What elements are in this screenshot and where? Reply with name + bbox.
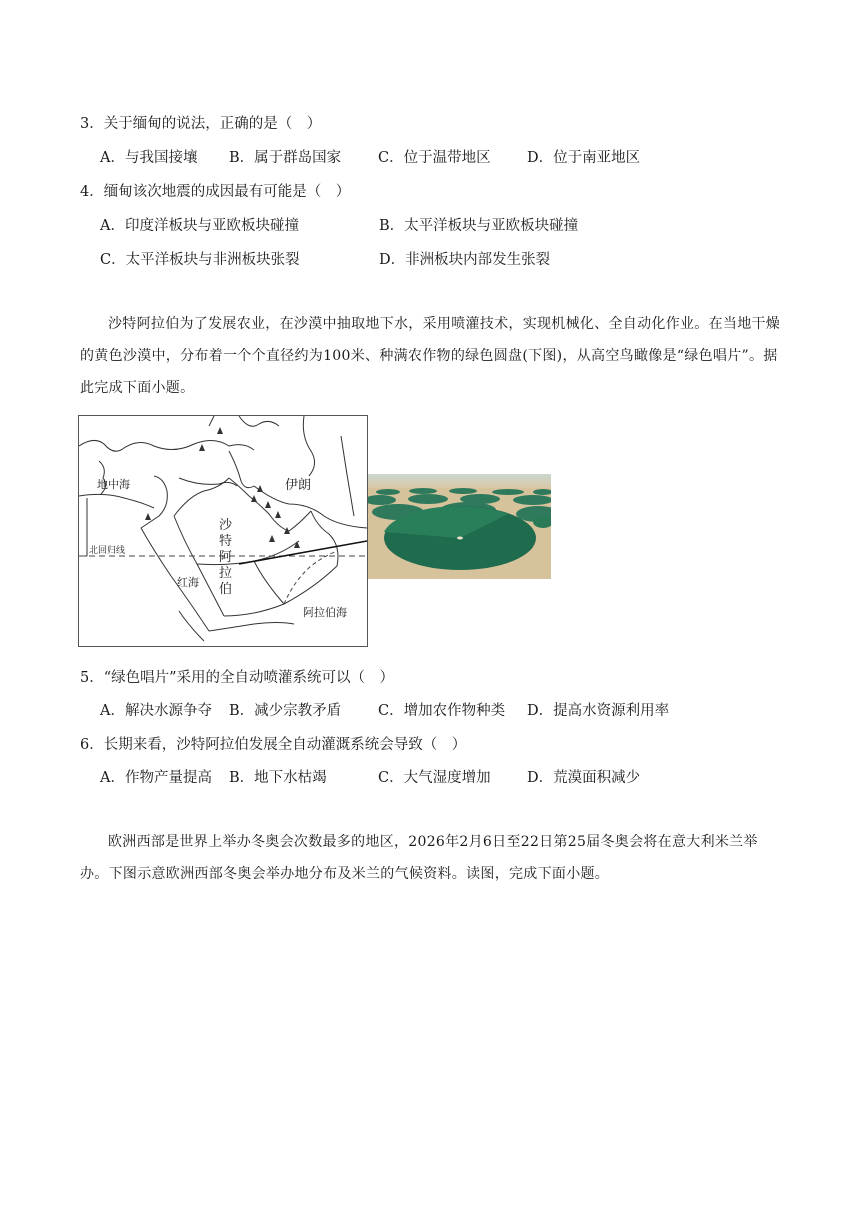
question-4-stem: 4．缅甸该次地震的成因最有可能是（ ）: [80, 184, 351, 200]
label-saudi-char: 伯: [219, 582, 233, 597]
question-5-option-c[interactable]: C．增加农作物种类: [378, 703, 506, 719]
question-5-stem: 5．“绿色唱片”采用的全自动喷灌系统可以（ ）: [80, 670, 395, 686]
question-3-option-c[interactable]: C．位于温带地区: [378, 150, 491, 166]
label-tropic-of-cancer: 北回归线: [89, 546, 126, 556]
label-saudi-char: 拉: [219, 566, 233, 581]
question-6-option-c[interactable]: C．大气湿度增加: [378, 770, 491, 786]
question-5-option-a[interactable]: A．解决水源争夺: [100, 703, 212, 719]
label-saudi-arabia: [219, 518, 232, 598]
label-iran: 伊朗: [285, 478, 312, 493]
question-3-stem: 3．关于缅甸的说法，正确的是（ ）: [80, 116, 322, 132]
passage-saudi-agriculture: 沙特阿拉伯为了发展农业，在沙漠中抽取地下水，采用喷灌技术，实现机械化、全自动化作业。在当地干燥的黄色沙漠中，分布着一个个直径约为100米、种满农作物的绿色圆盘(下图)，从高空鸟瞰像是“绿色唱片”。据此完成下面小题。: [80, 316, 781, 396]
question-4-option-d[interactable]: D．非洲板块内部发生张裂: [379, 252, 551, 268]
question-4-option-b[interactable]: B．太平洋板块与亚欧板块碰撞: [379, 218, 579, 234]
question-3-option-d[interactable]: D．位于南亚地区: [527, 150, 641, 166]
question-6-option-a[interactable]: A．作物产量提高: [100, 770, 212, 786]
label-saudi-char: 沙: [219, 518, 233, 533]
label-saudi-char: 特: [219, 534, 233, 549]
question-6-option-b[interactable]: B．地下水枯竭: [229, 770, 327, 786]
question-3-option-a[interactable]: A．与我国接壤: [100, 150, 198, 166]
green-record-fields-photo: [368, 474, 551, 579]
question-4-option-a[interactable]: A．印度洋板块与亚欧板块碰撞: [100, 218, 299, 234]
label-saudi-char: 阿: [219, 550, 233, 565]
label-arabian-sea: 阿拉伯海: [303, 606, 347, 619]
label-red-sea: 红海: [177, 576, 199, 589]
question-4-option-c[interactable]: C．太平洋板块与非洲板块张裂: [100, 252, 300, 268]
question-6-stem: 6．长期来看，沙特阿拉伯发展全自动灌溉系统会导致（ ）: [80, 737, 467, 753]
question-6-option-d[interactable]: D．荒漠面积减少: [527, 770, 641, 786]
question-5-option-b[interactable]: B．减少宗教矛盾: [229, 703, 342, 719]
question-3-option-b[interactable]: B．属于群岛国家: [229, 150, 342, 166]
question-5-option-d[interactable]: D．提高水资源利用率: [527, 703, 670, 719]
middle-east-map: [78, 415, 368, 647]
label-mediterranean: 地中海: [97, 478, 130, 491]
passage-winter-olympics: 欧洲西部是世界上举办冬奥会次数最多的地区，2026年2月6日至22日第25届冬奥会将在意大利米兰举办。下图示意欧洲西部冬奥会举办地分布及米兰的气候资料。读图，完成下面小题。: [80, 834, 758, 882]
